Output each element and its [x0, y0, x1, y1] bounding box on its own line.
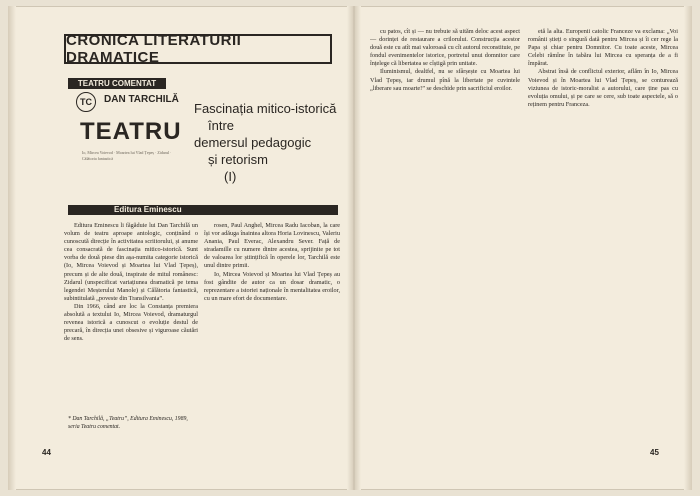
book-author: DAN TARCHILĂ	[104, 94, 179, 105]
headline-line: demersul pedagogic	[194, 135, 312, 150]
paragraph: etă la alta. Europenii catolic Franceze va exclama: „Voi românii știeți o singură dată pentru Mircea și îi cer rege la Papa și chiar pentru Domnitor. Cu toate aceste, Mircea Celebi rămîne în tabăra lui Mircea cu speranța de a fi împărat.	[528, 28, 678, 68]
headline-line: Fascinația mitico-istorică	[194, 101, 337, 116]
book-contents-note: Io, Mircea Voievod · Moartea lui Vlad Țepeș · Zidarul · Călătoria fantastică	[82, 150, 172, 161]
paragraph: Abstrat însă de conflictul exterior, aflăm în Io, Mircea Voievod și în Moartea lui Vlad Țepeș, se conturează viziunea de istoric-moralist a autorului, care ține pas cu evoluția omului, și pe care se cere, sub toate aspectele, să o reținem pentru Franceza.	[528, 68, 678, 108]
publisher-bar: Editura Eminescu	[68, 205, 338, 215]
book-gutter	[347, 6, 361, 490]
left-column-1	[64, 222, 198, 412]
paragraph: cu patos, cît și — nu trebuie să uităm deloc acest aspect — dorinței de restaurare a crilorului. Construcția acestor două este cu atît mai valoroasă cu cît autorul reconstituie, pe fondul evenimentelor istorice, portretul unui domnitor care înțelege că libertatea se cîștigă prin unitate.	[370, 28, 520, 68]
headline-line: între	[208, 118, 235, 133]
paragraph: rosen, Paul Anghel, Mircea Radu Iacoban, la care își vor adăuga înaintea altora Horia Lovinescu, Valeriu Anania, Paul Everac, Alexandru Sever. Față de stradamille cu numere dintre acestea, sprijinite pe tot de valoarea lor științifică în operele lor, Tarchilă este unul dintre primii.	[204, 222, 340, 270]
right-column-2	[528, 28, 678, 458]
page-edge-left	[8, 6, 16, 490]
article-headline	[194, 100, 344, 185]
headline-line: (I)	[224, 169, 237, 184]
paragraph: Din 1966, când are loc la Constanța premiera absolută a textului Io, Mircea Voievod, dramaturgul revenea istorică a cunoscut o evoluție destul de precară, în direcția unei obsesive și viguroase căutări de sens.	[64, 302, 198, 343]
paragraph: Editura Eminescu li făgăduie lui Dan Tarchilă un volum de teatru aproape antologic, conținând o cunoscută direcție în activitatea scriitorului, și anume cea consacrată de fascinația mitico-istorică. Sunt vorba de două piese din așa-numita categorie istorică (Io, Mircea Voievod și Moartea lui Vlad Țepeș), precum și de alte două, inspirate de mitul românesc: Zidarul (unspecificat variațiunea dramatică pe tema legendei Meșterului Manole) și Călătoria fantastică, subintitulată „poveste din Transilvania”.	[64, 222, 198, 302]
teatru-comentat-logo-icon: TC	[76, 92, 96, 112]
right-column-1	[370, 28, 520, 458]
footnote: * Dan Tarchilă, „Teatru”, Editura Eminescu, 1989, seria Teatru comentat.	[68, 416, 188, 430]
left-column-2	[204, 222, 340, 450]
page-number-left: 44	[42, 448, 51, 457]
paragraph: Io, Mircea Voievod și Moartea lui Vlad Țepeș au fost gândite de autor ca un dosar dramatic, o reprezentare a istoriei naționale în mentalitatea eroilor, cu un mare efort de documentare.	[204, 270, 340, 302]
book-spread	[8, 6, 692, 490]
section-banner: CRONICA LITERATURII DRAMATICE	[64, 34, 332, 64]
page-number-right: 45	[650, 448, 659, 457]
rubric-label: TEATRU COMENTAT	[68, 78, 166, 89]
page-edge-right	[684, 6, 692, 490]
headline-line: și retorism	[208, 152, 268, 167]
paragraph: Iluminismul, dealtfel, nu se sfârșește cu Moartea lui Vlad Țepeș, iar drumul pînă la libertate pe cuvintele „liberare sau moarte!” se deschide prin sacrificiul eroilor.	[370, 68, 520, 92]
book-title: TEATRU	[80, 118, 182, 145]
